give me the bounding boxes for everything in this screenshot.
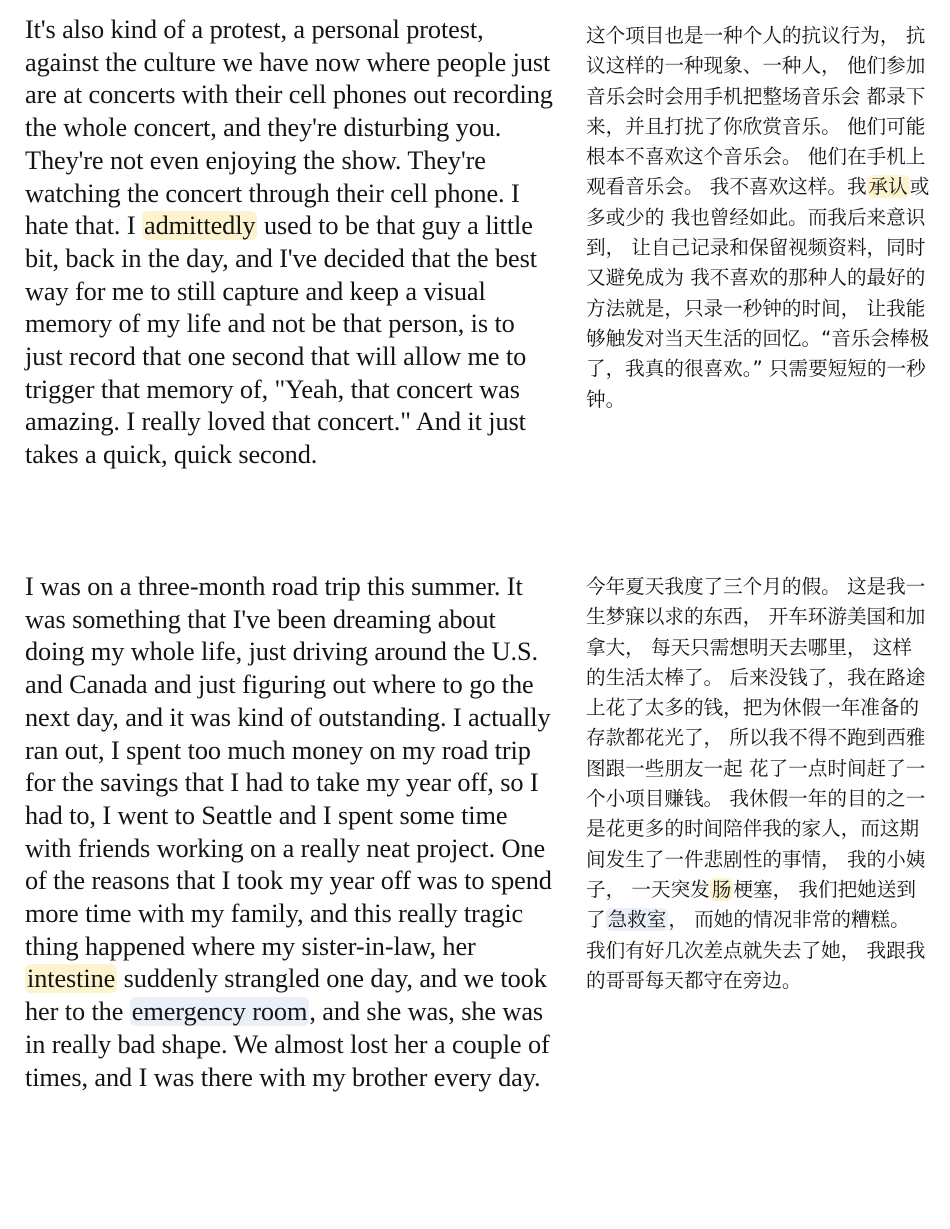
english-text: suddenly strangled one day, and we took her to the	[25, 964, 547, 1027]
english-text: , and she was, she was in really bad shape. We almost lost her a couple of times, and I was there with my brother every day.	[25, 997, 550, 1092]
english-text: used to be that guy a little bit, back in the day, and I've decided that the best way for me to still capture and keep a visual memory of my life and not be that person, is to just record that one second that will allow me to trigger that memory of, "Yeah, that concert was amazing. I really loved that concert." And it just takes a quick, quick second.	[25, 211, 537, 470]
chinese-text: 今年夏天我度了三个月的假。 这是我一生梦寐以求的东西， 开车环游美国和加拿大， 每天只需想明天去哪里， 这样的生活太棒了。 后来没钱了，我在路途上花了太多的钱，把为休假一年准备的存款都花光了， 所以我不得不跑到西雅图跟一些朋友一起 花了一点时间赶了一个小项目赚钱。 我休假一年的目的之一是花更多的时间陪伴我的家人，而这期间发生了一件悲剧性的事情， 我的小姨子， 一天突发	[586, 575, 926, 901]
highlighted-word[interactable]: intestine	[27, 964, 116, 994]
highlighted-word[interactable]: 肠	[711, 877, 732, 901]
english-text: I was on a three-month road trip this summer. It was something that I've been dreaming about doing my whole life, just driving around the U.S. and Canada and just figuring out where to go the next day, and it was kind of outstanding. I actually ran out, I spent too much money on my road trip for the savings that I had to take my year off, so I had to, I went to Seattle and I spent some time with friends working on a really neat project. One of the reasons that I took my year off was to spend more time with my family, and this really tragic thing happened where my sister-in-law, her	[25, 572, 552, 961]
chinese-paragraph-1	[586, 21, 930, 415]
highlighted-word[interactable]: admittedly	[144, 211, 256, 241]
highlighted-phrase[interactable]: 急救室	[607, 908, 667, 932]
chinese-paragraph-2	[586, 572, 930, 996]
highlighted-word[interactable]: 承认	[868, 175, 908, 199]
english-paragraph-2	[25, 571, 553, 1094]
chinese-text: 梗塞， 我们把她送到了	[586, 877, 916, 932]
chinese-text: 这个项目也是一种个人的抗议行为， 抗议这样的一种现象、一种人， 他们参加音乐会时会用手机把整场音乐会 都录下来，并且打扰了你欣赏音乐。 他们可能根本不喜欢这个音乐会。 他们在手机上观看音乐会。 我不喜欢这样。我	[586, 24, 926, 199]
english-paragraph-1	[25, 14, 553, 472]
chinese-text: 或多或少的 我也曾经如此。而我后来意识到， 让自己记录和保留视频资料，同时又避免成为 我不喜欢的那种人的最好的方法就是，只录一秒钟的时间， 让我能够触发对当天生活的回忆。“音乐会棒极了，我真的很喜欢。” 只需要短短的一秒钟。	[586, 175, 930, 411]
chinese-text: ， 而她的情况非常的糟糕。 我们有好几次差点就失去了她， 我跟我的哥哥每天都守在旁边。	[586, 908, 926, 992]
english-text: It's also kind of a protest, a personal protest, against the culture we have now where people just are at concerts with their cell phones out recording the whole concert, and they're disturbing you. They're not even enjoying the show. They're watching the concert through their cell phone. I hate that. I	[25, 15, 553, 241]
highlighted-phrase[interactable]: emergency room	[131, 997, 308, 1027]
